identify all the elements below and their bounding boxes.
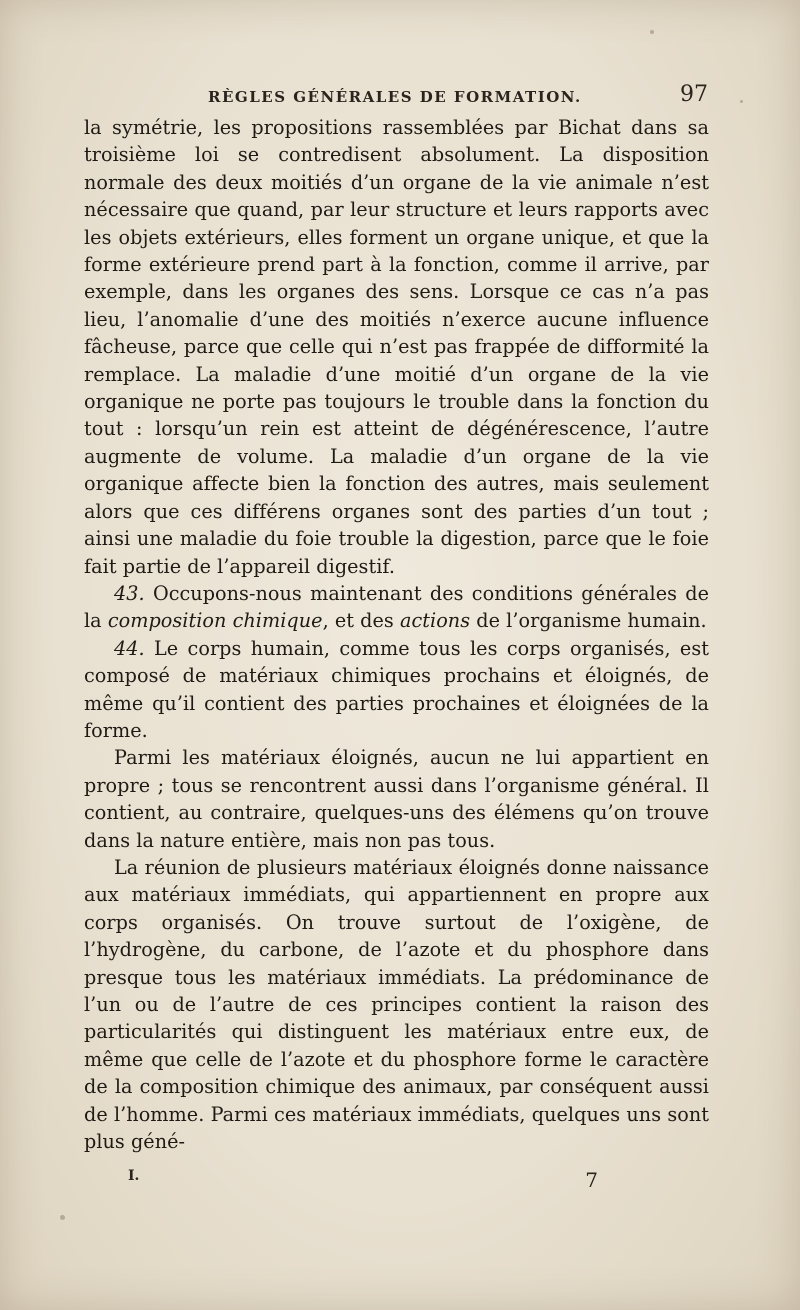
paragraph-43-text-c: de l’organisme humain. bbox=[470, 609, 707, 633]
paragraph-number-43: 43. bbox=[114, 581, 145, 605]
paragraph-materiaux-eloignes: Parmi les matériaux éloignés, aucun ne lui appartient en propre ; tous se rencontrent aussi dans l’organisme général. Il contient, au contraire, quelques-uns des élémens qu’on trouve dans la nature entière, mais non pas tous. bbox=[84, 746, 709, 852]
paragraph-44 bbox=[84, 635, 709, 745]
page-number: 97 bbox=[680, 82, 708, 107]
running-title: RÈGLES GÉNÉRALES DE FORMATION. bbox=[208, 88, 582, 106]
paper-speck bbox=[740, 100, 743, 103]
paragraph-43-emphasis-actions: actions bbox=[399, 609, 471, 633]
signature-mark: I. bbox=[128, 1168, 140, 1184]
paragraph-number-44: 44. bbox=[114, 636, 145, 660]
paper-speck bbox=[60, 1215, 65, 1220]
running-head bbox=[118, 78, 708, 118]
paragraph-43-text-a: Occupons-nous maintenant des conditions générales de la bbox=[84, 581, 709, 633]
paragraph-43 bbox=[84, 580, 709, 635]
paragraph-1: la symétrie, les propositions rassemblées par Bichat dans sa troisième loi se contredisent absolument. La disposition normale des deux moitiés d’un organe de la vie animale n’est nécessaire que quand, par leur structure et leurs rapports avec les objets extérieurs, elles forment un organe unique, et que la forme extérieure prend part à la fonction, comme il arrive, par exemple, dans les organes des sens. Lorsque ce cas n’a pas lieu, l’anomalie d’une des moitiés n’exerce aucune influence fâcheuse, parce que celle qui n’est pas frappée de difformité la remplace. La maladie d’une moitié d’un organe de la vie organique ne porte pas toujours le trouble dans la fonction du tout : lorsqu’un rein est atteint de dégénérescence, l’autre augmente de volume. La maladie d’un organe de la vie organique affecte bien la fonction des autres, mais seulement alors que ces différens organes sont des parties d’un tout ; ainsi une maladie du foie trouble la digestion, parce que le foie fait partie de l’appareil digestif. bbox=[84, 116, 709, 578]
body-text bbox=[84, 114, 709, 1155]
paragraph-44-text: Le corps humain, comme tous les corps organisés, est composé de matériaux chimiques prochains et éloignés, de même qu’il contient des parties prochaines et éloignées de la forme. bbox=[84, 636, 709, 742]
page-footer bbox=[118, 1168, 708, 1198]
paper-speck bbox=[650, 30, 654, 34]
paragraph-materiaux-immediats: La réunion de plusieurs matériaux éloignés donne naissance aux matériaux immédiats, qui appartiennent en propre aux corps organisés. On trouve surtout de l’oxigène, de l’hydrogène, du carbone, de l’azote et du phosphore dans presque tous les matériaux immédiats. La prédominance de l’un ou de l’autre de ces principes contient la raison des particularités qui distinguent les matériaux entre eux, de même que celle de l’azote et du phosphore forme le caractère de la composition chimique des animaux, par conséquent aussi de l’homme. Parmi ces matériaux immédiats, quelques uns sont plus géné- bbox=[84, 855, 709, 1154]
signature-number: 7 bbox=[585, 1168, 598, 1192]
paragraph-43-text-b: , et des bbox=[322, 609, 400, 633]
paragraph-43-emphasis-composition: composition chimique bbox=[107, 609, 323, 633]
